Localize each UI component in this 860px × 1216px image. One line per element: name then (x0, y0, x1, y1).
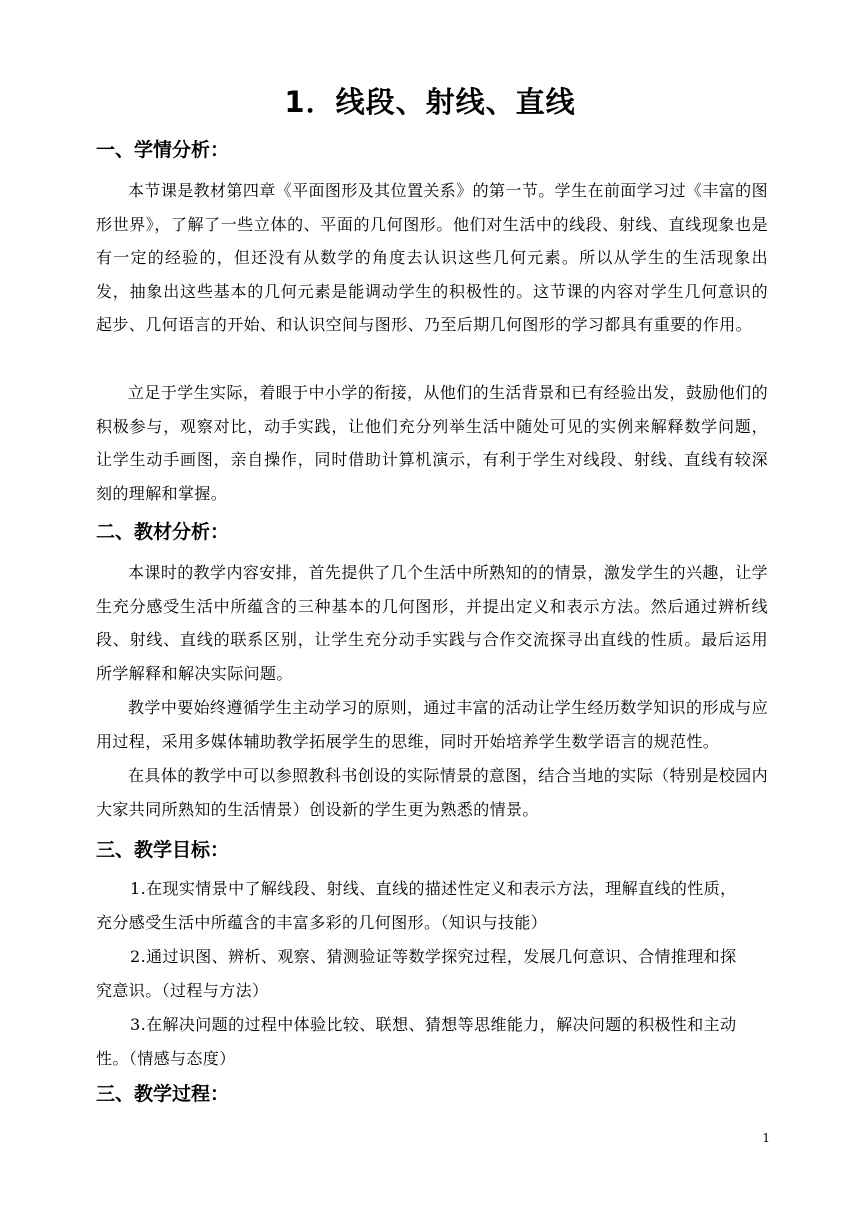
section-heading-learning-analysis: 一、学情分析： (96, 139, 230, 161)
objective-text-continued: 究意识。（过程与方法） (96, 980, 269, 1000)
objective-text-first-line: 3.在解决问题的过程中体验比较、联想、猜想等思维能力，解决问题的积极性和主动 (130, 1015, 737, 1034)
objective-item (96, 1008, 768, 1075)
objective-item (96, 872, 768, 939)
section-heading-teaching-process: 三、教学过程： (96, 1083, 230, 1105)
objective-text-first-line: 1.在现实情景中了解线段、射线、直线的描述性定义和表示方法，理解直线的性质， (130, 879, 737, 898)
paragraph: 本课时的教学内容安排，首先提供了几个生活中所熟知的的情景，激发学生的兴趣，让学生充分感受生活中所蕴含的三种基本的几何图形，并提出定义和表示方法。然后通过辨析线段、射线、直线的联系区别，让学生充分动手实践与合作交流探寻出直线的性质。最后运用所学解释和解决实际问题。 (96, 563, 768, 683)
paragraph: 教学中要始终遵循学生主动学习的原则，通过丰富的活动让学生经历数学知识的形成与应用过程，采用多媒体辅助教学拓展学生的思维，同时开始培养学生数学语言的规范性。 (96, 698, 768, 751)
paragraph: 立足于学生实际，着眼于中小学的衔接，从他们的生活背景和已有经验出发，鼓励他们的积极参与，观察对比，动手实践，让他们充分列举生活中随处可见的实例来解释数学问题，让学生动手画图，亲自操作，同时借助计算机演示，有利于学生对线段、射线、直线有较深刻的理解和掌握。 (96, 383, 768, 503)
objective-text-continued: 充分感受生活中所蕴含的丰富多彩的几何图形。（知识与技能） (96, 912, 548, 932)
objective-text-continued: 性。（情感与态度） (96, 1048, 236, 1068)
section-heading-material-analysis: 二、教材分析： (96, 521, 230, 543)
page-number: 1 (762, 1131, 770, 1145)
objective-item (96, 940, 768, 1007)
section-heading-teaching-objectives: 三、教学目标： (96, 839, 230, 861)
paragraph: 在具体的教学中可以参照教科书创设的实际情景的意图，结合当地的实际（特别是校园内大家共同所熟知的生活情景）创设新的学生更为熟悉的情景。 (96, 766, 768, 819)
paragraph: 本节课是教材第四章《平面图形及其位置关系》的第一节。学生在前面学习过《丰富的图形世界》，了解了一些立体的、平面的几何图形。他们对生活中的线段、射线、直线现象也是有一定的经验的，但还没有从数学的角度去认识这些几何元素。所以从学生的生活现象出发，抽象出这些基本的几何元素是能调动学生的积极性的。这节课的内容对学生几何意识的起步、几何语言的开始、和认识空间与图形、乃至后期几何图形的学习都具有重要的作用。 (96, 181, 768, 335)
objective-text-first-line: 2.通过识图、辨析、观察、猜测验证等数学探究过程，发展几何意识、合情推理和探 (130, 947, 737, 966)
document-title: 1．线段、射线、直线 (284, 85, 576, 119)
